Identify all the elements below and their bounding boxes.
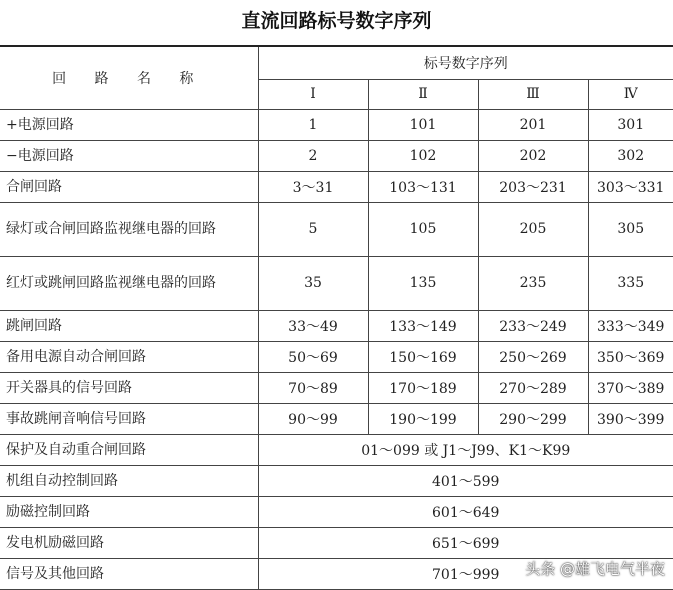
number-cell: 201 [478, 109, 588, 140]
subheader-2: Ⅱ [368, 79, 478, 109]
table-row [0, 256, 673, 310]
table-row [0, 527, 673, 558]
number-range-cell: 401～599 [258, 465, 673, 496]
table-row [0, 403, 673, 434]
header-row [0, 46, 673, 79]
table-row [0, 434, 673, 465]
header-circuit-name: 回 路 名 称 [0, 46, 258, 109]
number-cell: 235 [478, 256, 588, 310]
number-cell: 135 [368, 256, 478, 310]
circuit-name: 信号及其他回路 [0, 558, 258, 589]
number-cell: 33～49 [258, 310, 368, 341]
number-cell: 101 [368, 109, 478, 140]
number-cell: 370～389 [588, 372, 673, 403]
number-cell: 205 [478, 202, 588, 256]
number-cell: 302 [588, 140, 673, 171]
circuit-name: −电源回路 [0, 140, 258, 171]
circuit-name: +电源回路 [0, 109, 258, 140]
subheader-1: Ⅰ [258, 79, 368, 109]
circuit-name: 励磁控制回路 [0, 496, 258, 527]
circuit-name: 绿灯或合闸回路监视继电器的回路 [0, 202, 258, 256]
watermark: 头条 @雄飞电气半夜 [525, 560, 665, 578]
table-title: 直流回路标号数字序列 [241, 10, 432, 32]
number-cell: 290～299 [478, 403, 588, 434]
number-cell: 333～349 [588, 310, 673, 341]
number-cell: 105 [368, 202, 478, 256]
table-row [0, 171, 673, 202]
number-cell: 1 [258, 109, 368, 140]
table-row [0, 109, 673, 140]
header-number-sequence: 标号数字序列 [258, 46, 673, 79]
circuit-name: 机组自动控制回路 [0, 465, 258, 496]
table-row [0, 372, 673, 403]
number-cell: 3～31 [258, 171, 368, 202]
number-range-cell: 701～999 [258, 558, 673, 589]
circuit-name: 开关器具的信号回路 [0, 372, 258, 403]
number-cell: 203～231 [478, 171, 588, 202]
table-row [0, 341, 673, 372]
number-cell: 170～189 [368, 372, 478, 403]
table-row [0, 140, 673, 171]
table-row [0, 465, 673, 496]
number-cell: 233～249 [478, 310, 588, 341]
number-range-cell: 601～649 [258, 496, 673, 527]
number-cell: 390～399 [588, 403, 673, 434]
circuit-name: 保护及自动重合闸回路 [0, 434, 258, 465]
circuit-name: 跳闸回路 [0, 310, 258, 341]
circuit-name: 事故跳闸音响信号回路 [0, 403, 258, 434]
circuit-name: 合闸回路 [0, 171, 258, 202]
number-cell: 90～99 [258, 403, 368, 434]
circuit-name: 红灯或跳闸回路监视继电器的回路 [0, 256, 258, 310]
number-cell: 303～331 [588, 171, 673, 202]
number-range-cell: 651～699 [258, 527, 673, 558]
subheader-4: Ⅳ [588, 79, 673, 109]
circuit-number-table [0, 45, 673, 590]
number-cell: 250～269 [478, 341, 588, 372]
number-cell: 5 [258, 202, 368, 256]
number-range-cell: 01～099 或 J1～J99、K1～K99 [258, 434, 673, 465]
number-cell: 305 [588, 202, 673, 256]
table-row [0, 496, 673, 527]
number-cell: 35 [258, 256, 368, 310]
table-row [0, 310, 673, 341]
number-cell: 133～149 [368, 310, 478, 341]
number-cell: 190～199 [368, 403, 478, 434]
number-cell: 50～69 [258, 341, 368, 372]
circuit-name: 备用电源自动合闸回路 [0, 341, 258, 372]
number-cell: 2 [258, 140, 368, 171]
number-cell: 103～131 [368, 171, 478, 202]
number-cell: 202 [478, 140, 588, 171]
number-cell: 350～369 [588, 341, 673, 372]
number-cell: 270～289 [478, 372, 588, 403]
number-cell: 301 [588, 109, 673, 140]
circuit-name: 发电机励磁回路 [0, 527, 258, 558]
number-cell: 70～89 [258, 372, 368, 403]
subheader-3: Ⅲ [478, 79, 588, 109]
number-cell: 102 [368, 140, 478, 171]
number-cell: 335 [588, 256, 673, 310]
table-row [0, 202, 673, 256]
number-cell: 150～169 [368, 341, 478, 372]
